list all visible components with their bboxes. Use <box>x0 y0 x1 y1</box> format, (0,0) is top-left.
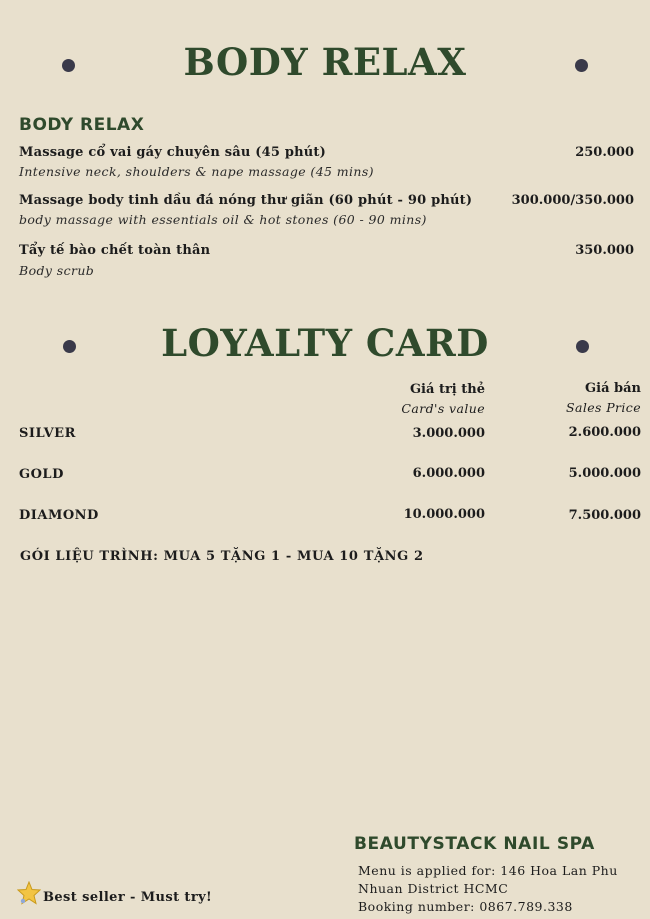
card-value-header: Giá trị thẻ <box>409 382 485 397</box>
package-promo: GÓI LIỆU TRÌNH: MUA 5 TẶNG 1 - MUA 10 TẶNG 2 <box>20 549 424 564</box>
tier-name: SILVER <box>19 426 76 441</box>
body-relax-title: BODY RELAX <box>183 40 467 84</box>
service-price: 250.000 <box>575 145 634 160</box>
tier-name: DIAMOND <box>19 508 99 523</box>
card-value-header-en: Card's value <box>401 401 485 416</box>
service-english: Body scrub <box>19 263 95 278</box>
sales-price-header-en: Sales Price <box>566 400 641 415</box>
address-line-2: Nhuan District HCMC <box>358 881 509 896</box>
tier-value: 3.000.000 <box>412 426 485 441</box>
tier-price: 5.000.000 <box>568 466 641 481</box>
loyalty-card-title: LOYALTY CARD <box>161 321 489 365</box>
tier-price: 7.500.000 <box>568 508 641 523</box>
spa-brand-name: BEAUTYSTACK NAIL SPA <box>354 834 595 854</box>
service-name: Massage body tinh dầu đá nóng thư giãn (60 phút - 90 phút) <box>19 193 473 208</box>
service-english: Intensive neck, shoulders & nape massage (45 mins) <box>19 164 374 179</box>
booking-number: Booking number: 0867.789.338 <box>358 899 573 914</box>
tier-value: 6.000.000 <box>412 466 485 481</box>
best-seller-note: Best seller - Must try! <box>43 890 213 905</box>
sales-price-header: Giá bán <box>585 381 641 396</box>
service-price: 350.000 <box>575 243 634 258</box>
decorative-dot-right <box>575 59 588 72</box>
decorative-dot-right <box>576 340 589 353</box>
tier-name: GOLD <box>19 467 64 482</box>
address-line-1: Menu is applied for: 146 Hoa Lan Phu <box>358 863 618 878</box>
service-name: Massage cổ vai gáy chuyên sâu (45 phút) <box>19 145 326 160</box>
tier-price: 2.600.000 <box>568 425 641 440</box>
service-english: body massage with essentials oil & hot stones (60 - 90 mins) <box>19 212 427 227</box>
tier-value: 10.000.000 <box>403 507 485 522</box>
service-price: 300.000/350.000 <box>511 193 634 208</box>
service-name: Tẩy tế bào chết toàn thân <box>19 243 211 258</box>
body-relax-section-label: BODY RELAX <box>19 115 145 135</box>
star-icon <box>17 881 41 905</box>
